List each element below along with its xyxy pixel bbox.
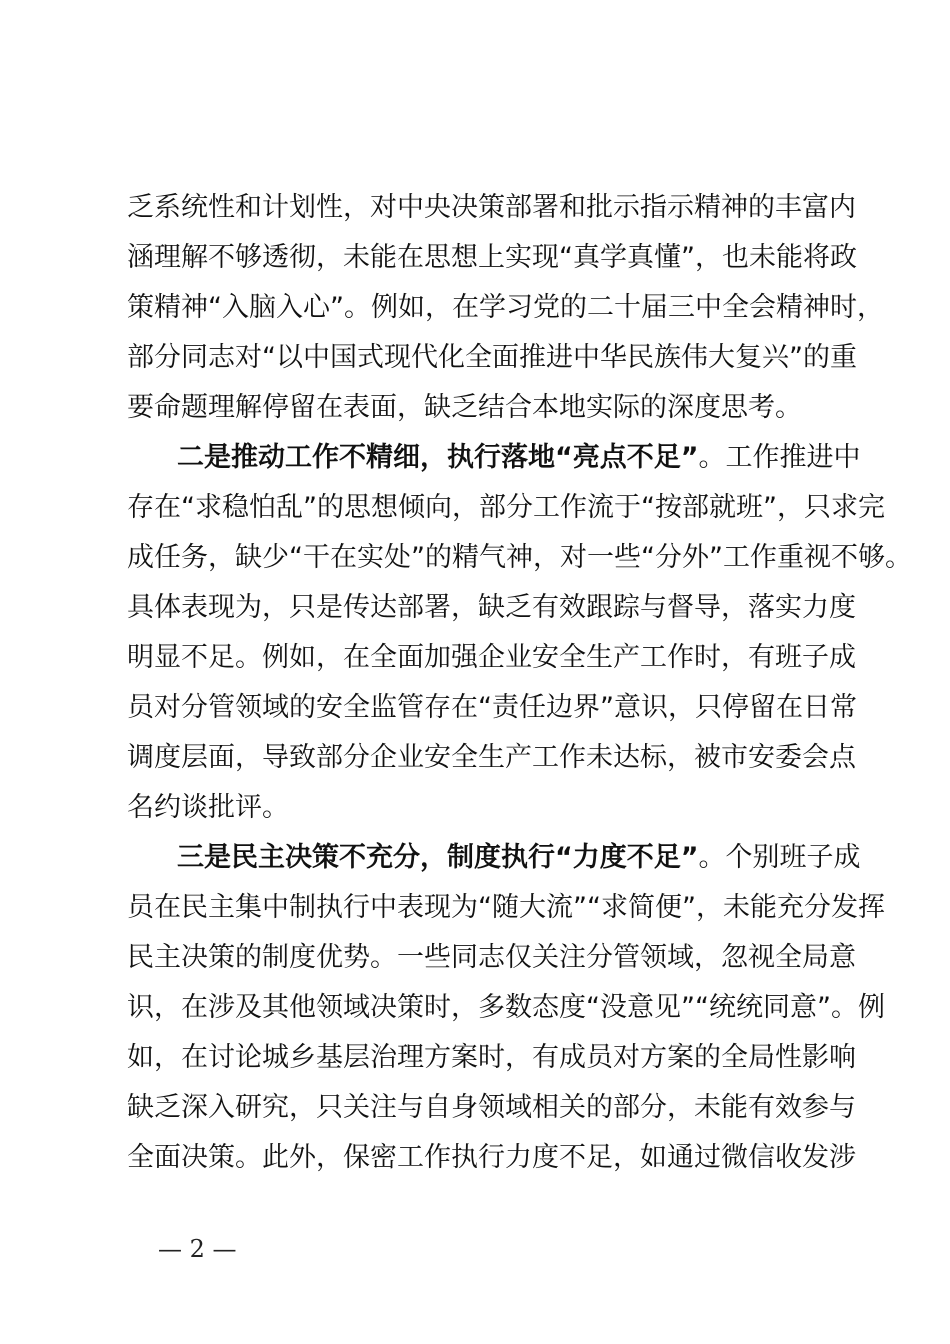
text-line: 识，在涉及其他领域决策时，多数态度“没意见”“统统同意”。例 <box>127 992 885 1023</box>
text-line: 部分同志对“以中国式现代化全面推进中华民族伟大复兴”的重 <box>127 342 857 373</box>
text-line: 缺乏深入研究，只关注与自身领域相关的部分，未能有效参与 <box>127 1092 856 1123</box>
text-line: 策精神“入脑入心”。例如，在学习党的二十届三中全会精神时， <box>127 292 884 323</box>
text-line: 调度层面，导致部分企业安全生产工作未达标，被市安委会点 <box>127 742 856 773</box>
text-line: 名约谈批评。 <box>127 792 289 823</box>
text-line: 要命题理解停留在表面，缺乏结合本地实际的深度思考。 <box>127 392 802 423</box>
paragraph-text: 。个别班子成 <box>698 842 861 873</box>
text-line: 乏系统性和计划性，对中央决策部署和批示指示精神的丰富内 <box>127 192 856 223</box>
paragraph-text: 。工作推进中 <box>698 442 861 473</box>
text-line: 民主决策的制度优势。一些同志仅关注分管领域，忽视全局意 <box>127 942 856 973</box>
paragraph-heading: 二是推动工作不精细，执行落地“亮点不足” <box>177 442 699 473</box>
text-line: 员在民主集中制执行中表现为“随大流”“求简便”，未能充分发挥 <box>127 892 885 923</box>
text-line: 如，在讨论城乡基层治理方案时，有成员对方案的全局性影响 <box>127 1042 856 1073</box>
text-line: 明显不足。例如，在全面加强企业安全生产工作时，有班子成 <box>127 642 856 673</box>
paragraph-heading: 三是民主决策不充分，制度执行“力度不足” <box>177 842 699 873</box>
paragraph-first-line <box>177 841 861 875</box>
text-line: 成任务，缺少“干在实处”的精气神，对一些“分外”工作重视不够。 <box>127 542 912 573</box>
text-line: 具体表现为，只是传达部署，缺乏有效跟踪与督导，落实力度 <box>127 592 856 623</box>
text-line: 员对分管领域的安全监管存在“责任边界”意识，只停留在日常 <box>127 692 857 723</box>
text-line: 全面决策。此外，保密工作执行力度不足，如通过微信收发涉 <box>127 1142 856 1173</box>
text-line: 存在“求稳怕乱”的思想倾向，部分工作流于“按部就班”，只求完 <box>127 492 885 523</box>
text-line: 涵理解不够透彻，未能在思想上实现“真学真懂”，也未能将政 <box>127 242 857 273</box>
paragraph-first-line <box>177 441 861 475</box>
page-number: — 2 — <box>158 1235 237 1263</box>
